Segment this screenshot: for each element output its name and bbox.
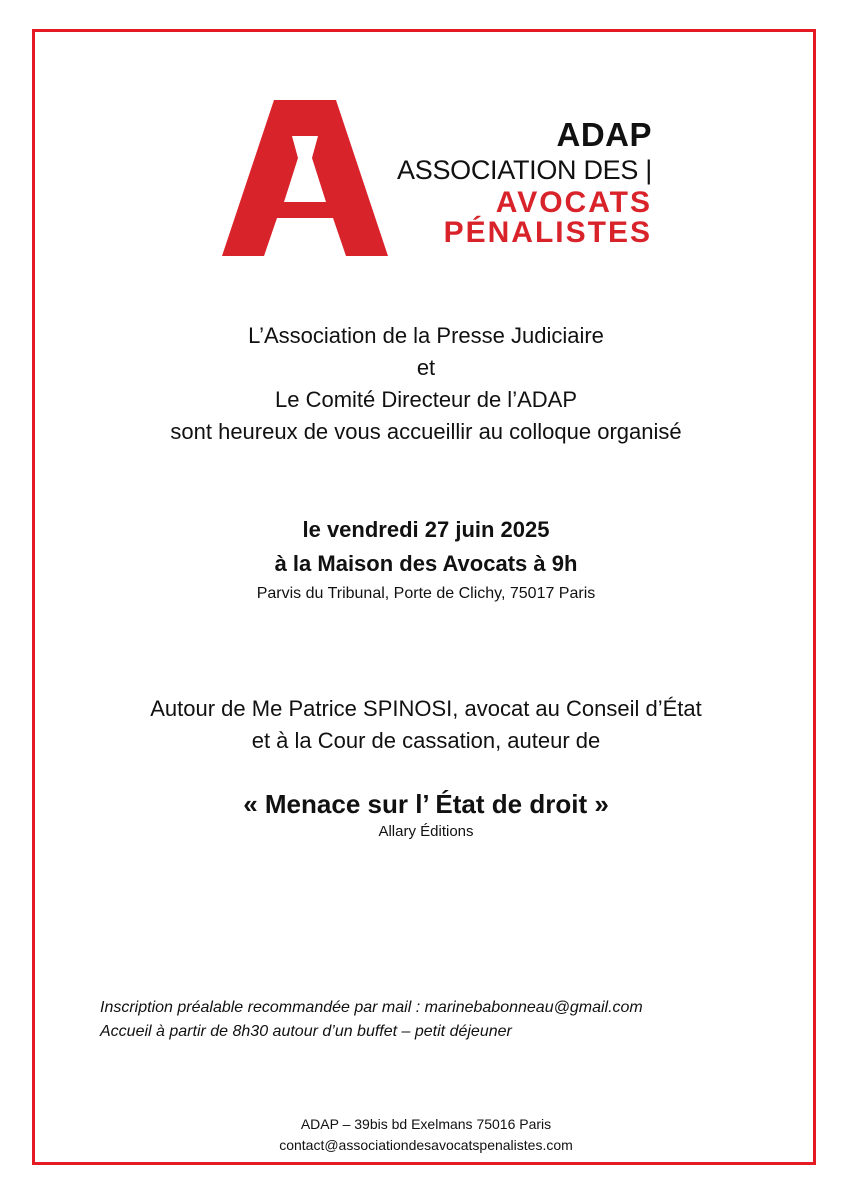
event-date: le vendredi 27 juin 2025	[302, 517, 550, 542]
intro-line-4: sont heureux de vous accueillir au colloque organisé	[170, 419, 682, 444]
book-publisher: Allary Éditions	[378, 823, 474, 840]
footer-address: ADAP – 39bis bd Exelmans 75016 Paris	[300, 1116, 552, 1132]
speaker-line-1: Autour de Me Patrice SPINOSI, avocat au Conseil d’État	[150, 696, 702, 721]
book-section	[40, 786, 812, 842]
intro-section	[40, 320, 812, 448]
book-title: « Menace sur l’ État de droit »	[243, 789, 609, 819]
footer-email: contact@associationdesavocatspenalistes.com	[279, 1137, 573, 1153]
adap-logo	[222, 100, 652, 260]
intro-line-3: Le Comité Directeur de l’ADAP	[274, 387, 577, 412]
notes-section	[100, 996, 800, 1044]
logo-penalistes-text: PÉNALISTES	[443, 216, 652, 249]
logo-a-mark-icon	[222, 100, 388, 256]
intro-line-2: et	[416, 355, 436, 380]
logo-avocats-text: AVOCATS	[495, 186, 652, 219]
footer	[40, 1114, 812, 1156]
welcome-note: Accueil à partir de 8h30 autour d’un buffet – petit déjeuner	[100, 1023, 512, 1040]
speaker-line-2: et à la Cour de cassation, auteur de	[251, 728, 601, 753]
logo-adap-text: ADAP	[556, 116, 652, 153]
logo-association-text: ASSOCIATION DES |	[397, 155, 652, 185]
event-address: Parvis du Tribunal, Porte de Clichy, 75017 Paris	[256, 585, 596, 602]
intro-line-1: L’Association de la Presse Judiciaire	[248, 323, 604, 348]
speaker-section	[40, 693, 812, 757]
registration-note: Inscription préalable recommandée par mail : marinebabonneau@gmail.com	[100, 999, 643, 1016]
event-venue: à la Maison des Avocats à 9h	[274, 551, 578, 576]
event-section	[40, 513, 812, 605]
